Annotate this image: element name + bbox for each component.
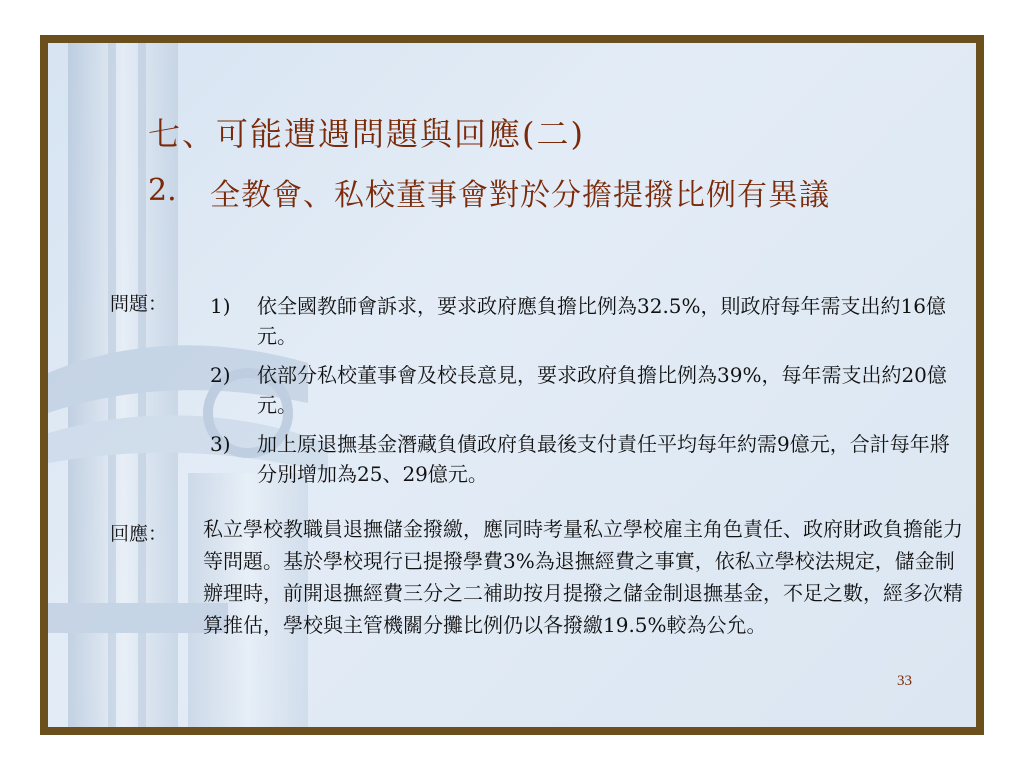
subtitle-number: 2.	[148, 173, 177, 208]
slide-subtitle: 全教會、私校董事會對於分擔提撥比例有異議	[210, 178, 830, 213]
slide-frame	[40, 35, 984, 735]
response-text: 私立學校教職員退撫儲金撥繳，應同時考量私立學校雇主角色責任、政府財政負擔能力等問題。基於學校現行已提撥學費3%為退撫經費之事實，依私立學校法規定，儲金制辦理時，前開退撫經費三分之二補助按月提撥之儲金制退撫基金，不足之數，經多次精算推估，學校與主管機關分攤比例仍以各撥繳19.5%較為公允。	[203, 517, 963, 637]
problem-item-3	[210, 429, 950, 489]
page-number: 33	[897, 673, 912, 689]
problem-item-2	[210, 360, 950, 420]
problem-text: 依部分私校董事會及校長意見，要求政府負擔比例為39%，每年需支出約20億元。	[257, 363, 947, 417]
problem-text: 加上原退撫基金潛藏負債政府負最後支付責任平均每年約需9億元，合計每年將分別增加為25、29億元。	[257, 432, 950, 486]
problem-number: 1)	[210, 294, 231, 318]
problem-number: 3)	[210, 432, 231, 456]
slide-title: 七、可能遭遇問題與回應(二)	[148, 115, 585, 153]
problem-item-1	[210, 291, 950, 351]
problem-number: 2)	[210, 363, 231, 387]
problem-label: 問題：	[110, 293, 168, 315]
problem-text: 依全國教師會訴求，要求政府應負擔比例為32.5%，則政府每年需支出約16億元。	[257, 294, 946, 348]
slide	[48, 43, 976, 727]
response-label: 回應：	[110, 523, 168, 545]
